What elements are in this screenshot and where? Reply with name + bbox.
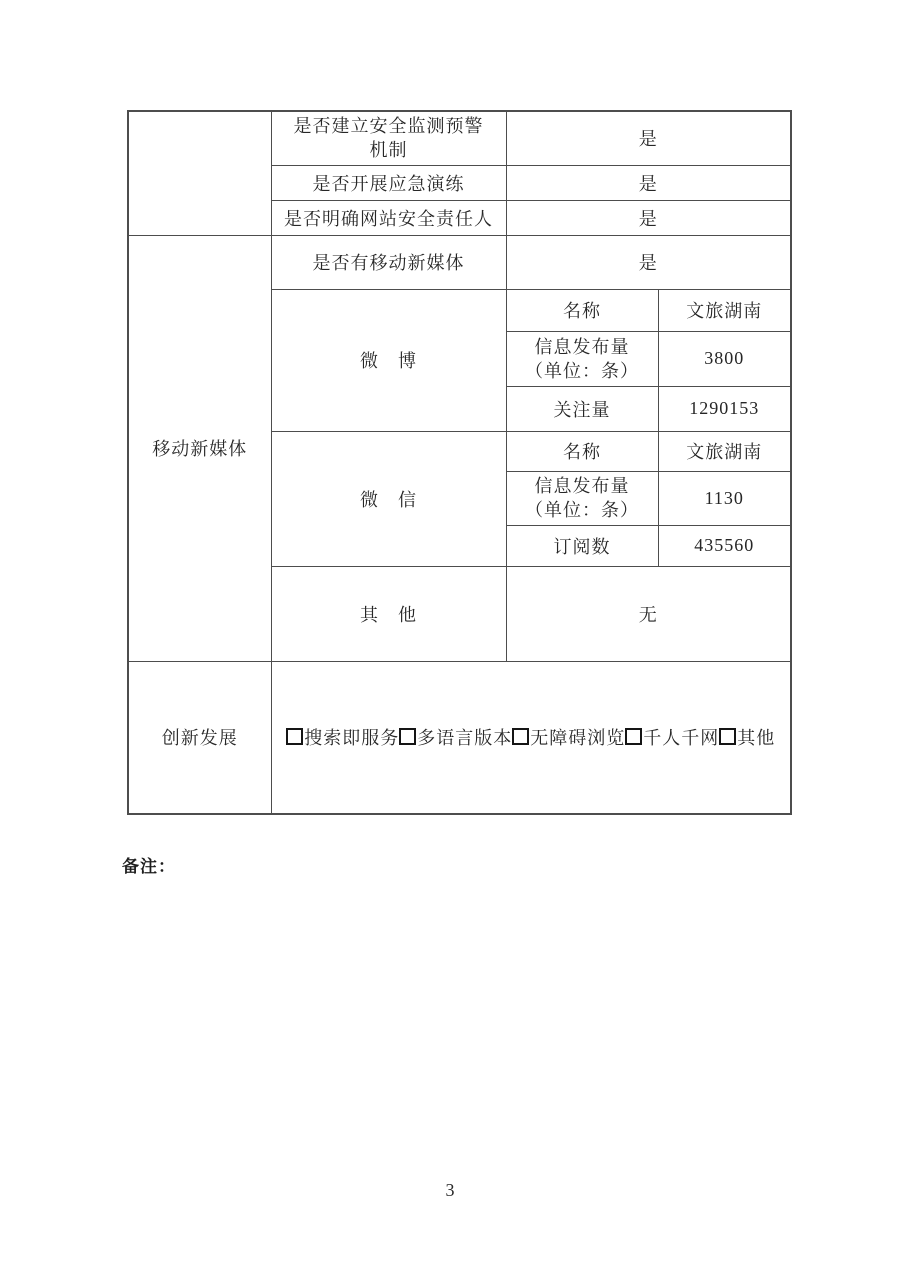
wechat-name-label: 名称 [506, 431, 658, 471]
wechat-subscribers-label: 订阅数 [506, 525, 658, 566]
innovation-option-label: 搜索即服务 [304, 728, 400, 749]
weibo-label: 微 博 [271, 289, 506, 431]
innovation-option-label: 多语言版本 [417, 728, 513, 749]
security-row-label: 是否明确网站安全责任人 [271, 200, 506, 235]
section-label-mobile-media: 移动新媒体 [128, 235, 271, 661]
other-media-label: 其 他 [271, 566, 506, 661]
innovation-option [719, 728, 775, 748]
security-row-value: 是 [506, 200, 791, 235]
wechat-label: 微 信 [271, 431, 506, 566]
weibo-posts-value: 3800 [658, 331, 791, 386]
innovation-option-label: 其他 [737, 728, 776, 749]
weibo-posts-label [506, 331, 658, 386]
innovation-option [399, 728, 512, 748]
wechat-name-value: 文旅湖南 [658, 431, 791, 471]
wechat-posts-label-line2: （单位：条） [525, 500, 639, 520]
weibo-name-label: 名称 [506, 289, 658, 331]
other-media-value: 无 [506, 566, 791, 661]
section-label-innovation: 创新发展 [128, 661, 271, 814]
weibo-posts-label-line2: （单位：条） [525, 360, 639, 381]
page-number: 3 [445, 1180, 455, 1200]
security-row-label: 是否开展应急演练 [271, 165, 506, 200]
security-row-value: 是 [506, 111, 791, 165]
checkbox-unchecked-icon [399, 728, 416, 745]
innovation-option [512, 728, 625, 748]
section-cell-empty [128, 111, 271, 235]
innovation-option-label: 无障碍浏览 [530, 728, 626, 749]
checkbox-unchecked-icon [719, 728, 736, 745]
weibo-posts-label-line1: 信息发布量 [534, 336, 630, 357]
annual-report-table [127, 110, 792, 815]
wechat-posts-label [506, 471, 658, 525]
security-row-label-line1: 是否建立安全监测预警 [293, 116, 484, 137]
innovation-option [286, 728, 399, 748]
has-mobile-value: 是 [506, 235, 791, 289]
remarks-label: 备注： [122, 857, 176, 876]
checkbox-unchecked-icon [625, 728, 642, 745]
innovation-option [625, 728, 719, 748]
wechat-posts-label-line1: 信息发布量 [534, 476, 630, 496]
security-row-label-line2: 机制 [369, 140, 408, 161]
weibo-followers-value: 1290153 [658, 386, 791, 431]
security-row-value: 是 [506, 165, 791, 200]
wechat-subscribers-value: 435560 [658, 525, 791, 566]
innovation-options [271, 661, 791, 814]
checkbox-unchecked-icon [512, 728, 529, 745]
weibo-name-value: 文旅湖南 [658, 289, 791, 331]
checkbox-unchecked-icon [286, 728, 303, 745]
innovation-option-label: 千人千网 [643, 728, 720, 749]
security-row-label [271, 111, 506, 165]
weibo-followers-label: 关注量 [506, 386, 658, 431]
has-mobile-label: 是否有移动新媒体 [271, 235, 506, 289]
wechat-posts-value: 1130 [658, 471, 791, 525]
